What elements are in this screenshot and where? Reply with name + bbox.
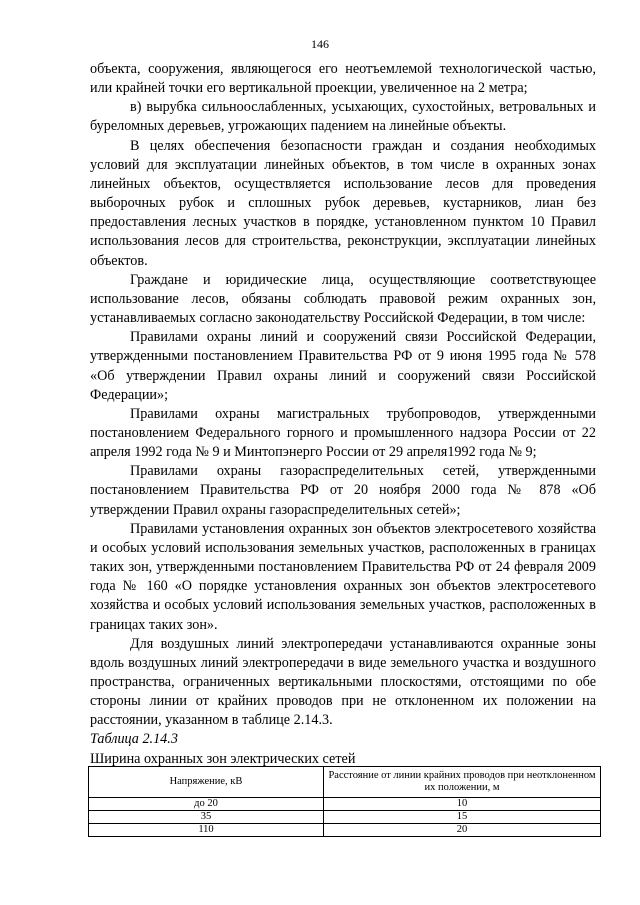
table-row [89, 798, 601, 811]
table-caption: Таблица 2.14.3 [90, 731, 178, 748]
table-row [89, 824, 601, 837]
table-header-row [89, 767, 601, 798]
table-row [89, 811, 601, 824]
table-cell: 20 [324, 824, 601, 837]
table-title: Ширина охранных зон электрических сетей [90, 750, 356, 767]
table-cell: 15 [324, 811, 601, 824]
table-header-cell: Расстояние от линии крайних проводов при неотклоненном их положении, м [324, 767, 601, 798]
document-body [90, 60, 596, 769]
table-cell: 110 [89, 824, 324, 837]
table-cell: 10 [324, 798, 601, 811]
paragraph: В целях обеспечения безопасности граждан и создания необходимых условий для эксплуатации линейных объектов, в том числе в охранных зонах линейных объектов, осуществляется использование лесов для проведения выборочных рубок и сплошных рубок деревьев, кустарников, лиан без предоставления лесных участков в порядке, установленном пунктом 10 Правил использования лесов для строительства, реконструкции, эксплуатации линейных объектов. [90, 137, 596, 269]
table-cell: до 20 [89, 798, 324, 811]
paragraph: Правилами охраны газораспределительных сетей, утвержденными постановлением Правительства РФ от 20 ноября 2000 года № 878 «Об утверждении Правил охраны газораспределительных сетей»; [90, 463, 596, 518]
paragraph: Для воздушных линий электропередачи устанавливаются охранные зоны вдоль воздушных линий электропередачи в виде земельного участка и воздушного пространства, ограниченных вертикальными плоскостями, отстоящими по обе стороны линии от крайних проводов при не отклоненном их положении на расстоянии, указанном в таблице 2.14.3. [90, 635, 596, 729]
paragraph: Правилами охраны магистральных трубопроводов, утвержденными постановлением Федерального горного и промышленного надзора России от 22 апреля 1992 года № 9 и Минтопэнерго России от 29 апреля1992 года № 9; [90, 405, 596, 461]
paragraph: объекта, сооружения, являющегося его неотъемлемой технологической частью, или крайней точки его вертикальной проекции, увеличенное на 2 метра; [90, 61, 596, 97]
table-cell: 35 [89, 811, 324, 824]
paragraph: Правилами установления охранных зон объектов электросетевого хозяйства и особых условий использования земельных участков, расположенных в границах таких зон, утвержденными постановлением Правительства РФ от 24 февраля 2009 года № 160 «О порядке установления охранных зон объектов электросетевого хозяйства и особых условий использования земельных участков, расположенных в границах таких зон». [90, 520, 596, 633]
paragraph: Правилами охраны линий и сооружений связи Российской Федерации, утвержденными постановлением Правительства РФ от 9 июня 1995 года № 578 «Об утверждении Правил охраны линий и сооружений связи Российской Федерации»; [90, 329, 596, 403]
page-number: 146 [311, 37, 329, 51]
table-header-cell: Напряжение, кВ [89, 767, 324, 798]
protection-zones-table [88, 766, 601, 837]
paragraph: Граждане и юридические лица, осуществляющие соответствующее использование лесов, обязаны соблюдать правовой режим охранных зон, устанавливаемых согласно законодательству Российской Федерации, в том числе: [90, 271, 596, 327]
paragraph: в) вырубка сильноослабленных, усыхающих, сухостойных, ветровальных и буреломных деревьев, угрожающих падением на линейные объекты. [90, 99, 596, 135]
